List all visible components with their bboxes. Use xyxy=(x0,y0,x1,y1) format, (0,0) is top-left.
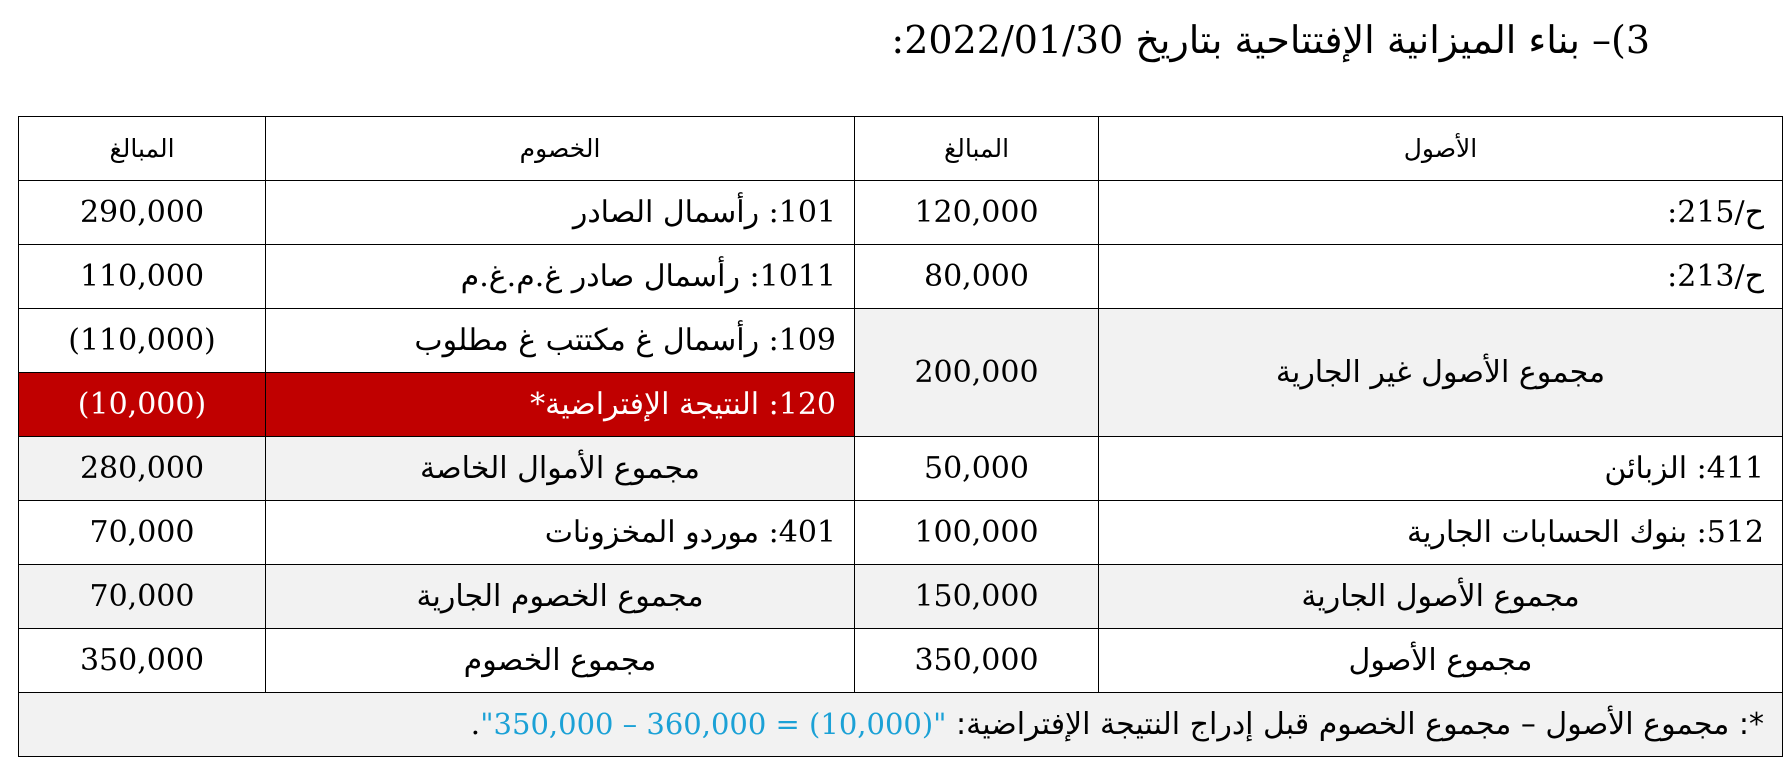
footnote-calculation: "350,000 – 360,000 = (10,000)" xyxy=(480,707,947,741)
assets-total-label: مجموع الأصول xyxy=(1099,629,1783,693)
liabilities-total-amount: 350,000 xyxy=(19,629,266,693)
provisional-result-label: 120: النتيجة الإفتراضية* xyxy=(266,373,855,437)
footnote-text: *: مجموع الأصول – مجموع الخصوم قبل إدراج النتيجة الإفتراضية: xyxy=(946,707,1764,742)
opening-balance-sheet xyxy=(18,116,1783,757)
header-asset-amounts: المبالغ xyxy=(855,117,1099,181)
asset-label: 512: بنوك الحسابات الجارية xyxy=(1099,501,1783,565)
current-assets-total-label: مجموع الأصول الجارية xyxy=(1099,565,1783,629)
table-row xyxy=(19,181,1783,245)
table-row xyxy=(19,629,1783,693)
footnote xyxy=(19,693,1783,757)
liability-label: 109: رأسمال غ مكتتب غ مطلوب xyxy=(266,309,855,373)
table-row xyxy=(19,437,1783,501)
page-title: 3)– بناء الميزانية الإفتتاحية بتاريخ 2022/01/30: xyxy=(891,18,1650,62)
liability-amount: 110,000 xyxy=(19,245,266,309)
equity-total-label: مجموع الأموال الخاصة xyxy=(266,437,855,501)
liability-amount: 70,000 xyxy=(19,501,266,565)
asset-label: 411: الزبائن xyxy=(1099,437,1783,501)
liability-label: 101: رأسمال الصادر xyxy=(266,181,855,245)
assets-total-amount: 350,000 xyxy=(855,629,1099,693)
header-row xyxy=(19,117,1783,181)
liability-amount: (110,000) xyxy=(19,309,266,373)
table-row xyxy=(19,245,1783,309)
header-liabilities: الخصوم xyxy=(266,117,855,181)
asset-amount: 120,000 xyxy=(855,181,1099,245)
current-assets-total-amount: 150,000 xyxy=(855,565,1099,629)
liabilities-total-label: مجموع الخصوم xyxy=(266,629,855,693)
current-liabilities-total-label: مجموع الخصوم الجارية xyxy=(266,565,855,629)
asset-amount: 80,000 xyxy=(855,245,1099,309)
liability-label: 401: موردو المخزونات xyxy=(266,501,855,565)
table-row xyxy=(19,565,1783,629)
header-liability-amounts: المبالغ xyxy=(19,117,266,181)
noncurrent-assets-total-amount: 200,000 xyxy=(855,309,1099,437)
equity-total-amount: 280,000 xyxy=(19,437,266,501)
footnote-row xyxy=(19,693,1783,757)
header-assets: الأصول xyxy=(1099,117,1783,181)
footnote-end: . xyxy=(470,707,481,742)
asset-amount: 100,000 xyxy=(855,501,1099,565)
liability-label: 1011: رأسمال صادر غ.م.غ.م xyxy=(266,245,855,309)
liability-amount: 290,000 xyxy=(19,181,266,245)
asset-amount: 50,000 xyxy=(855,437,1099,501)
asset-label: ح/213: xyxy=(1099,245,1783,309)
noncurrent-assets-total-label: مجموع الأصول غير الجارية xyxy=(1099,309,1783,437)
table-row xyxy=(19,501,1783,565)
current-liabilities-total-amount: 70,000 xyxy=(19,565,266,629)
table-row xyxy=(19,309,1783,373)
provisional-result-amount: (10,000) xyxy=(19,373,266,437)
asset-label: ح/215: xyxy=(1099,181,1783,245)
